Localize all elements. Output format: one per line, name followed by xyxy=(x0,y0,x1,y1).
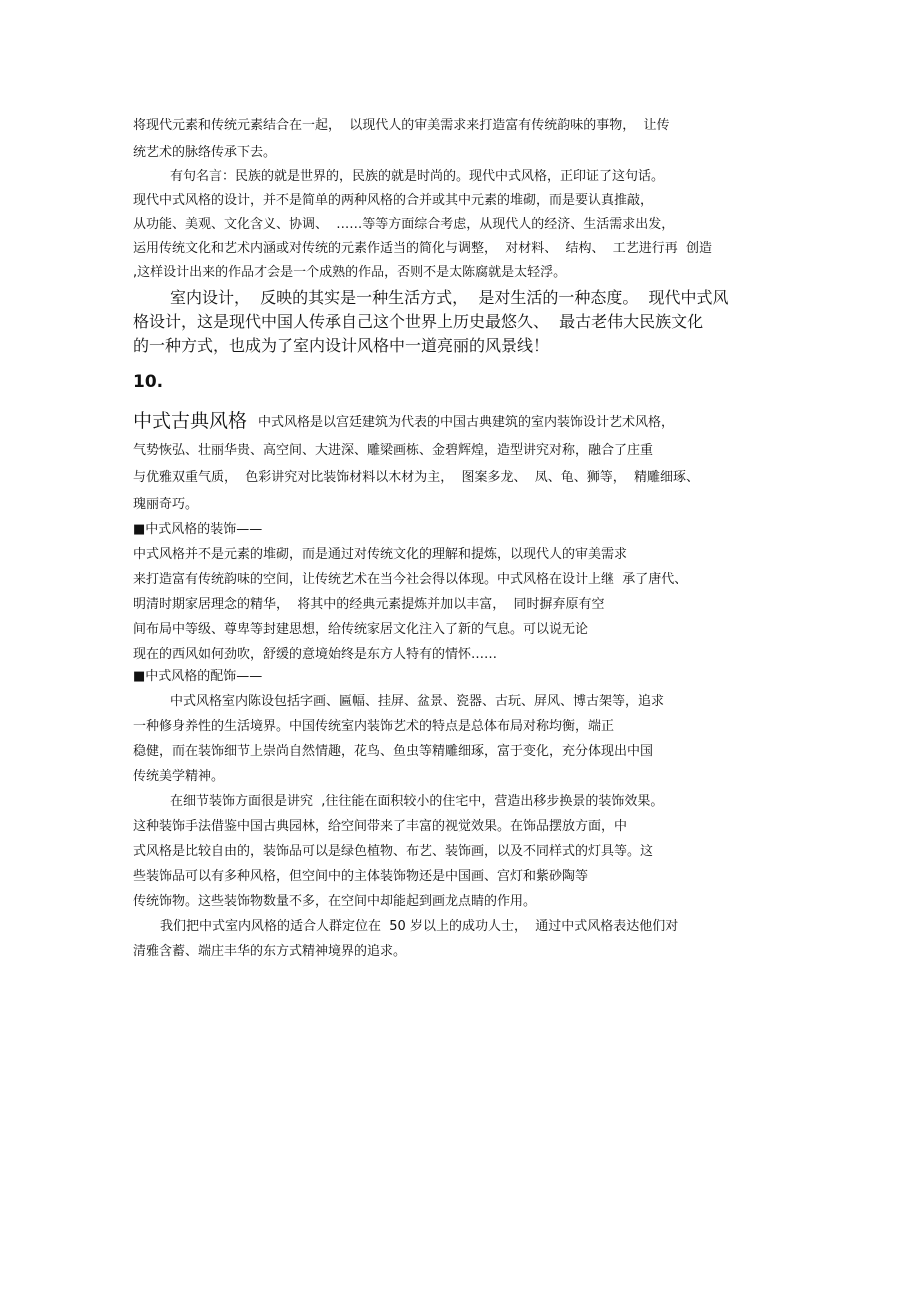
accessories-line-1: 中式风格室内陈设包括字画、匾幅、挂屏、盆景、瓷器、古玩、屏风、博古架等，追求 xyxy=(170,694,665,709)
decoration-heading: ■中式风格的装饰—— xyxy=(133,522,263,537)
section-10-line-4: 瑰丽奇巧。 xyxy=(133,497,199,512)
paragraph-1-line-2: 统艺术的脉络传承下去。 xyxy=(133,145,277,160)
accessories-line-5: 在细节装饰方面很是讲究 ,往往能在面积较小的住宅中，营造出移步换景的装饰效果。 xyxy=(170,794,664,809)
section-10-line-2: 气势恢弘、壮丽华贵、高空间、大进深、雕梁画栋、金碧辉煌，造型讲究对称，融合了庄重 xyxy=(133,443,654,458)
paragraph-3-line-2: 从功能、美观、文化含义、协调、 ……等等方面综合考虑，从现代人的经济、生活需求出发， xyxy=(133,217,675,232)
decoration-line-2: 来打造富有传统韵味的空间，让传统艺术在当今社会得以体现。中式风格在设计上继 承了唐代、 xyxy=(133,572,688,587)
accessories-line-6: 这种装饰手法借鉴中国古典园林，给空间带来了丰富的视觉效果。在饰品摆放方面，中 xyxy=(133,819,628,834)
paragraph-3-line-4: ,这样设计出来的作品才会是一个成熟的作品，否则不是太陈腐就是太轻浮。 xyxy=(133,265,567,280)
accessories-line-11: 清雅含蓄、端庄丰华的东方式精神境界的追求。 xyxy=(133,944,407,959)
accessories-line-8: 些装饰品可以有多种风格，但空间中的主体装饰物还是中国画、宫灯和紫砂陶等 xyxy=(133,869,589,884)
accessories-line-9: 传统饰物。这些装饰物数量不多，在空间中却能起到画龙点睛的作用。 xyxy=(133,894,537,909)
accessories-line-10: 我们把中式室内风格的适合人群定位在 50 岁以上的成功人士， 通过中式风格表达他们对 xyxy=(160,919,679,934)
decoration-line-3: 明清时期家居理念的精华， 将其中的经典元素提炼并加以丰富， 同时摒弃原有空 xyxy=(133,597,605,612)
paragraph-1-line-1: 将现代元素和传统元素结合在一起， 以现代人的审美需求来打造富有传统韵味的事物， 让传 xyxy=(133,118,670,133)
section-10-line-3: 与优雅双重气质， 色彩讲究对比装饰材料以木材为主， 图案多龙、 凤、龟、狮等， 精雕细琢、 xyxy=(133,470,700,485)
section-10-line-1: 中式风格是以宫廷建筑为代表的中国古典建筑的室内装饰设计艺术风格， xyxy=(258,415,675,430)
accessories-heading: ■中式风格的配饰—— xyxy=(133,669,263,684)
accessories-line-4: 传统美学精神。 xyxy=(133,769,225,784)
section-title: 中式古典风格 xyxy=(133,410,248,432)
decoration-line-5: 现在的西风如何劲吹，舒缓的意境始终是东方人特有的情怀…… xyxy=(133,647,498,662)
paragraph-4-line-1: 室内设计， 反映的其实是一种生活方式， 是对生活的一种态度。 现代中式风 xyxy=(170,288,729,307)
paragraph-2-line-1: 有句名言：民族的就是世界的，民族的就是时尚的。现代中式风格，正印证了这句话。 xyxy=(170,169,665,184)
paragraph-3-line-3: 运用传统文化和艺术内涵或对传统的元素作适当的简化与调整， 对材料、 结构、 工艺进行再 创造 xyxy=(133,241,713,256)
paragraph-4-line-2: 格设计，这是现代中国人传承自己这个世界上历史最悠久、 最古老伟大民族文化 xyxy=(133,312,704,331)
section-number: 10. xyxy=(133,372,164,392)
accessories-line-2: 一种修身养性的生活境界。中国传统室内装饰艺术的特点是总体布局对称均衡，端正 xyxy=(133,719,615,734)
accessories-line-7: 式风格是比较自由的，装饰品可以是绿色植物、布艺、装饰画，以及不同样式的灯具等。这 xyxy=(133,844,654,859)
accessories-line-3: 稳健，而在装饰细节上崇尚自然情趣，花鸟、鱼虫等精雕细琢，富于变化，充分体现出中国 xyxy=(133,744,654,759)
paragraph-4-line-3: 的一种方式，也成为了室内设计风格中一道亮丽的风景线！ xyxy=(133,336,550,355)
paragraph-3-line-1: 现代中式风格的设计，并不是简单的两种风格的合并或其中元素的堆砌，而是要认真推敲， xyxy=(133,193,654,208)
decoration-line-4: 间布局中等级、尊卑等封建思想，给传统家居文化注入了新的气息。可以说无论 xyxy=(133,622,589,637)
decoration-line-1: 中式风格并不是元素的堆砌，而是通过对传统文化的理解和提炼，以现代人的审美需求 xyxy=(133,547,628,562)
